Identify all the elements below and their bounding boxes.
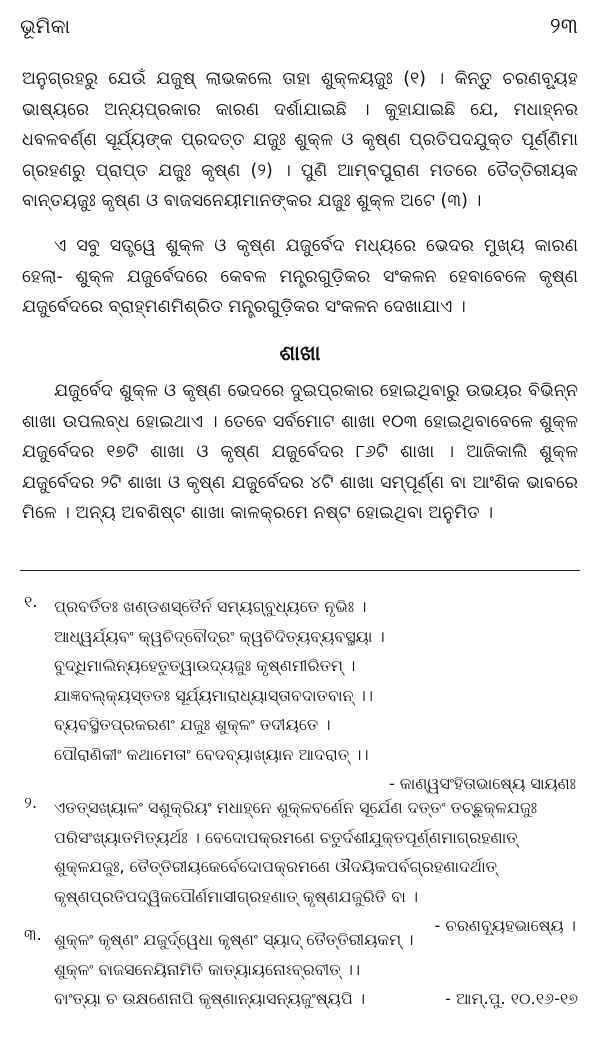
paragraph-1: ଅନୁଗ୍ରହରୁ ଯେଉଁ ଯଜୁଷ୍ ଲାଭକଲେ ତାହା ଶୁକ୍ଳୟଜୁଃ (୧) । କିନ୍ତୁ ଚରଣବ୍ୟୂହ ଭାଷ୍ୟରେ ଅନ୍ୟପ୍ରକାର କାରଣ ଦର୍ଶାଯାଇଛି । କୁହାଯାଇଛି ଯେ, ମଧାହ୍ନର ଧବଳବର୍ଣ୍ଣ ସୂର୍ଯ୍ୟଙ୍କ ପ୍ରଦତ୍ତ ଯଜୁଃ ଶୁକ୍ଳ ଓ କୃଷ୍ଣ ପ୍ରତିପଦଯୁକ୍ତ ପୂର୍ଣ୍ଣିମା ଗ୍ରହଣରୁ ପ୍ରାପ୍ତ ଯଜୁଃ କୃଷ୍ଣ (୨) । ପୁଣି ଆମ୍ବପୁରାଣ ମତରେ ତୈତ୍ତିରୀୟକ ବାନ୍ତୟଜୁଃ କୃଷ୍ଣ ଓ ବାଜସନେୟୀମାନଙ୍କର ଯଜୁଃ ଶୁକ୍ଳ ଅଟେ (୩) । bbox=[22, 69, 578, 211]
footnote-line: ବୁଦ୍ଧିମାଲିନ୍ୟହେତୁତ୍ୱାଉଦ୍ୟଜୁଃ କୃଷ୍ଣମୀରିତମ୍ । bbox=[54, 656, 356, 675]
footnote-line: ଶୁକ୍ଳଯଜୁଃ, ତୈତ୍ତିରୀୟକେର୍ବେଦୋପକ୍ରମଣେ ଔଦୟିକପର୍ବଗ୍ରହଣାଦର୍ଥାତ୍ bbox=[54, 857, 498, 876]
footnote-source: - ଚରଣବ୍ୟୂହଭାଷ୍ୟେ । bbox=[434, 916, 576, 935]
footnote-source: - ଆମ୍.ପୁ. ୧୦.୧୬-୧୭ bbox=[445, 989, 578, 1008]
footnote-divider bbox=[20, 570, 580, 571]
running-head: ଭୂମିକା bbox=[20, 14, 71, 38]
footnote-line: ବ୍ୟବସ୍ଥିତପ୍ରକରଣଂ ଯଜୁଃ ଶୁକ୍ଳଂ ତଦୀୟତେ । bbox=[54, 715, 331, 734]
section-paragraph: ଯଜୁର୍ବେଦ ଶୁକ୍ଳ ଓ କୃଷ୍ଣ ଭେଦରେ ଦୁଇପ୍ରକାର ହୋଇଥିବାରୁ ଉଭୟର ବିଭିନ୍ନ ଶାଖା ଉପଲବ୍ଧ ହୋଇଥାଏ । ତେବେ ସର୍ବମୋଟ ଶାଖା ୧୦୩ ହୋଇଥିବାବେଳେ ଶୁକ୍ଳ ଯଜୁର୍ବେଦର ୧୭ଟି ଶାଖା ଓ କୃଷ୍ଣ ଯଜୁର୍ବେଦର ୮୬ଟି ଶାଖା । ଆଜିକାଲି ଶୁକ୍ଳ ଯଜୁର୍ବେଦର ୨ଟି ଶାଖା ଓ କୃଷ୍ଣ ଯଜୁର୍ବେଦର ୪ଟି ଶାଖା ସମ୍ପୂର୍ଣ୍ଣ ବା ଆଂଶିକ ଭାବରେ ମିଳେ । ଅନ୍ୟ ଅବଶିଷ୍ଟ ଶାଖା କାଳକ୍ରମେ ନଷ୍ଟ ହୋଇଥିବା ଅନୁମିତ । bbox=[22, 381, 578, 523]
section-heading: ଶାଖା bbox=[279, 341, 321, 365]
footnote-line: ଶୁକ୍ଳଂ କୃଷ୍ଣଂ ଯଜୁର୍ଦ୍ୱେଧା କୃଷ୍ଣଂ ସ୍ୟାଦ୍ ତୈତ୍ତିରୀୟକମ୍ । bbox=[54, 930, 414, 949]
footnote-3 bbox=[22, 925, 578, 1014]
footnote-2 bbox=[22, 793, 578, 941]
footnote-line: ଏତତ୍‌ସଖ୍ୟାଳଂ ସଶୁକ୍ରିୟଂ ମଧାହ୍ନେ ଶୁକ୍ଳବର୍ଣେନ ସୂର୍ଯେଣ ଦତ୍ତଂ ତଚ୍ଛୁକ୍ଳଯଜୁଃ bbox=[54, 798, 538, 817]
footnote-line: ବାଂତ୍ୟା ଚ ଉକ୍ଷଣେନାପି କୃଷ୍ଣାନ୍ୟାସନ୍ୟଜୁଂଷ୍ୟପି । bbox=[54, 989, 366, 1008]
footnote-line: ପରିସଂଖ୍ୟାତମିତ୍ୟର୍ଥଃ । ବେଦୋପକ୍ରମଣେ ଚତୁର୍ଦଶୀଯୁକ୍ତପୂର୍ଣ୍ଣମାଗ୍ରହଣାତ୍ bbox=[54, 827, 518, 847]
footnote-number: ୩. bbox=[24, 925, 42, 944]
page-number: ୨୩ bbox=[549, 14, 578, 39]
page-header bbox=[20, 14, 578, 42]
footnote-number: ୨. bbox=[24, 793, 38, 812]
footnote-number: ୧. bbox=[24, 592, 38, 611]
footnote-1 bbox=[22, 592, 578, 799]
footnote-line: ଶୁକ୍ଳଂ ବାଜସନେୟିନାମିତି କାତ୍ୟାୟନୋଽବ୍ରବୀତ୍ ।। bbox=[54, 959, 361, 979]
footnote-last-line bbox=[54, 984, 578, 1014]
footnote-line: କୃଷ୍ଣପ୍ରତିପଦ୍ୱିକପୌର୍ଣମାସୀଗ୍ରହଣାତ୍ କୃଷ୍ଣଯଜୁରିତି ବା । bbox=[54, 886, 419, 906]
footnote-line: ପୌରାଣିକୀଂ କଥାମେତାଂ ବେଦବ୍ୟାଖ୍ୟାନ ଆଦରାତ୍ ।। bbox=[54, 744, 369, 764]
paragraph-2: ଏ ସବୁ ସତ୍ତ୍ୱେ ଶୁକ୍ଳ ଓ କୃଷ୍ଣ ଯଜୁର୍ବେଦ ମଧ୍ୟରେ ଭେଦର ମୁଖ୍ୟ କାରଣ ହେଲା- ଶୁକ୍ଳ ଯଜୁର୍ବେଦରେ କେବଳ ମନ୍ତ୍ରଗୁଡ଼ିକର ସଂକଳନ ହେବାବେଳେ କୃଷ୍ଣ ଯଜୁର୍ବେଦରେ ବ୍ରାହ୍ମଣମିଶ୍ରିତ ମନ୍ତ୍ରଗୁଡ଼ିକର ସଂକଳନ ଦେଖାଯାଏ । bbox=[22, 236, 578, 317]
footnote-line: ଆଧ୍ୱର୍ଯ୍ୟବଂ କ୍ୱଚିଦ୍‌ବୌଦ୍ରଂ କ୍ୱଚିଦିତ୍ୟବ୍ୟବସ୍ଥୟା । bbox=[54, 626, 385, 646]
footnote-line: ପ୍ରବର୍ତିତଃ ଖଣ୍ଡଶସ୍ତୈର୍ନ ସମ୍ୟଗ୍‌ବୁଧ୍ୟତେ ନୃଭିଃ । bbox=[54, 597, 367, 616]
footnote-source: - କାଣ୍ୱସଂହିତାଭାଷ୍ୟେ ସାୟଣଃ bbox=[388, 774, 576, 793]
footnote-line: ଯାଜ୍ଞବଲ୍‌କ୍ୟସ୍ତତଃ ସୂର୍ଯ୍ୟମାରାଧ୍ୟାସ୍ତାବଦାତବାନ୍ ।। bbox=[54, 685, 374, 705]
